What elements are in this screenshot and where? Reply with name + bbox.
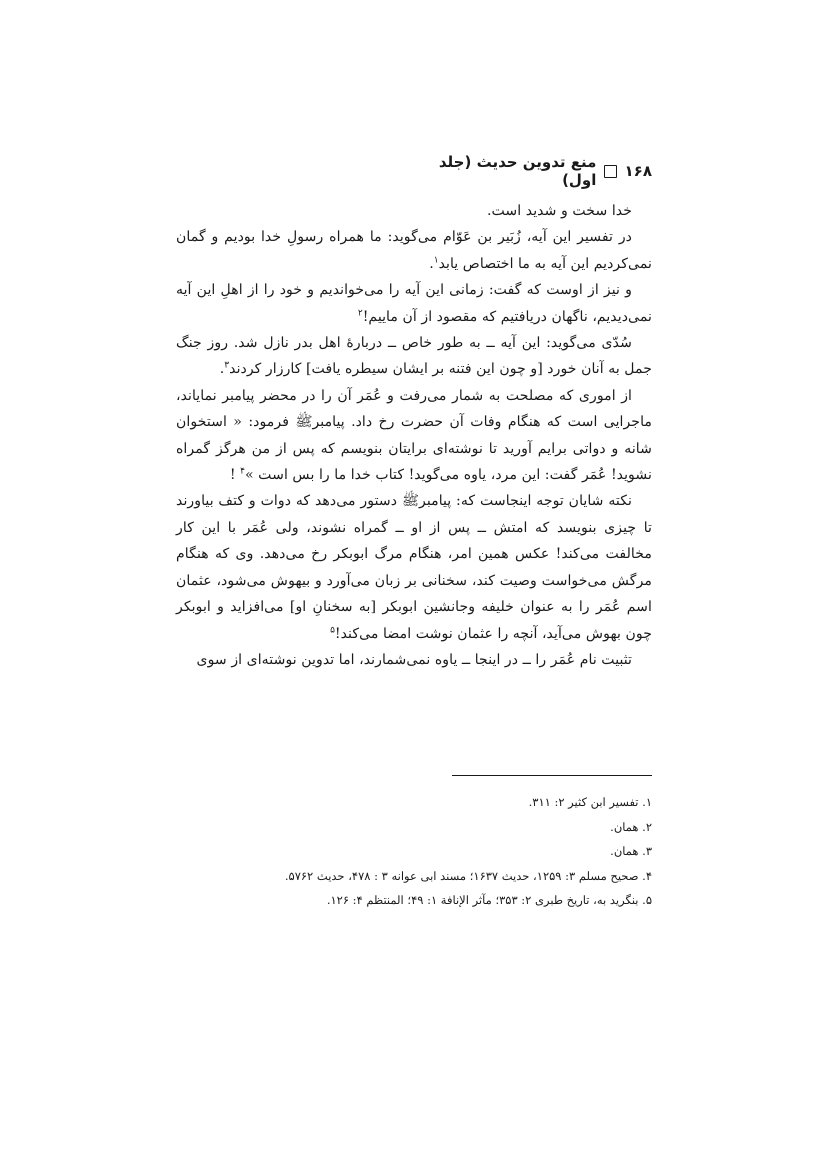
footnote-marker: ۲ <box>357 307 363 318</box>
paragraph: خدا سخت و شدید است. <box>486 203 632 219</box>
square-box-icon <box>604 165 616 178</box>
footnote-marker: ۴ <box>240 466 245 477</box>
page-number: ۱۶۸ <box>624 162 652 180</box>
footnote: ۴. صحیح مسلم ۳: ۱۲۵۹، حدیث ۱۶۳۷؛ مسند ابی عوانه ۳ : ۴۷۸، حدیث ۵۷۶۲. <box>284 868 652 883</box>
footnotes <box>176 790 652 913</box>
footnote: ۲. همان. <box>610 819 652 834</box>
paragraph: و نیز از اوست که گفت: زمانی این آیه را می‌خواندیم و خود را از اهلِ این آیه نمی‌دیدیم، ناگهان دریافتیم که مقصود از آن ماییم!$^۲$ <box>176 282 652 325</box>
footnote-marker: ۵ <box>330 624 335 635</box>
running-title: منع تدوین حدیث (جلد اول) <box>438 153 597 189</box>
paragraph: نکته شایان توجه اینجاست که: پیامبرﷺ دستور می‌دهد که دوات و کتف بیاورند تا چیزی بنویسد که امتش ــ پس از او ــ گمراه نشوند، ولی عُمَر با این کار مخالفت می‌کند! عکس همین امر، هنگام مرگ ابوبکر رخ می‌دهد. وی که هنگام مرگش می‌خواست وصیت کند، سخنانی بر زبان می‌آورد و بیهوش می‌شود، عثمان اسم عُمَر را به عنوان خلیفه وجانشین ابوبکر [به سخنانِ او] می‌افزاید و ابوبکر چون بهوش می‌آید، آنچه را عثمان نوشت امضا می‌کند!$^۵$ <box>176 493 652 642</box>
paragraph: از اموری که مصلحت به شمار می‌رفت و عُمَر آن را در محضر پیامبر نمایاند، ماجرایی است که هنگام وفات آن حضرت رخ داد. پیامبرﷺ فرمود: « استخوان شانه و دواتی برایم آورید تا نوشته‌ای برایتان بنویسم که پس از من هرگز گمراه نشوید! عُمَر گفت: این مرد، یاوه می‌گوید! کتاب خدا ما را بس است »$^۴$ ! <box>176 387 652 484</box>
footnote-marker: ۱ <box>433 255 439 266</box>
footnote-divider <box>452 775 652 776</box>
running-header <box>430 153 652 189</box>
footnote: ۱. تفسیر ابن کثیر ۲: ۳۱۱. <box>528 795 652 809</box>
footnote-marker: ۳ <box>224 360 230 371</box>
body-text <box>176 198 652 673</box>
footnote: ۳. همان. <box>610 844 652 858</box>
paragraph: تثبیت نام عُمَر را ــ در اینجا ــ یاوه نمی‌شمارند، اما تدوین نوشته‌ای از سوی <box>196 651 632 668</box>
paragraph: سُدّی می‌گوید: این آیه ــ به طور خاص ــ دربارهٔ اهل بدر نازل شد. روز جنگ جمل به آنان خورد [و چون این فتنه بر ایشان سیطره یافت] کارزار کردند$^۳$. <box>176 335 652 378</box>
footnote: ۵. بنگرید به، تاریخ طبری ۲: ۳۵۳؛ مآثر الإنافة ۱: ۴۹؛ المنتظم ۴: ۱۲۶. <box>326 893 652 907</box>
paragraph: در تفسیر این آیه، زُبَیر بن عَوّام می‌گوید: ما همراه رسولِ خدا بودیم و گمان نمی‌کردیم این آیه به ما اختصاص یابد$^۱$. <box>176 229 652 272</box>
